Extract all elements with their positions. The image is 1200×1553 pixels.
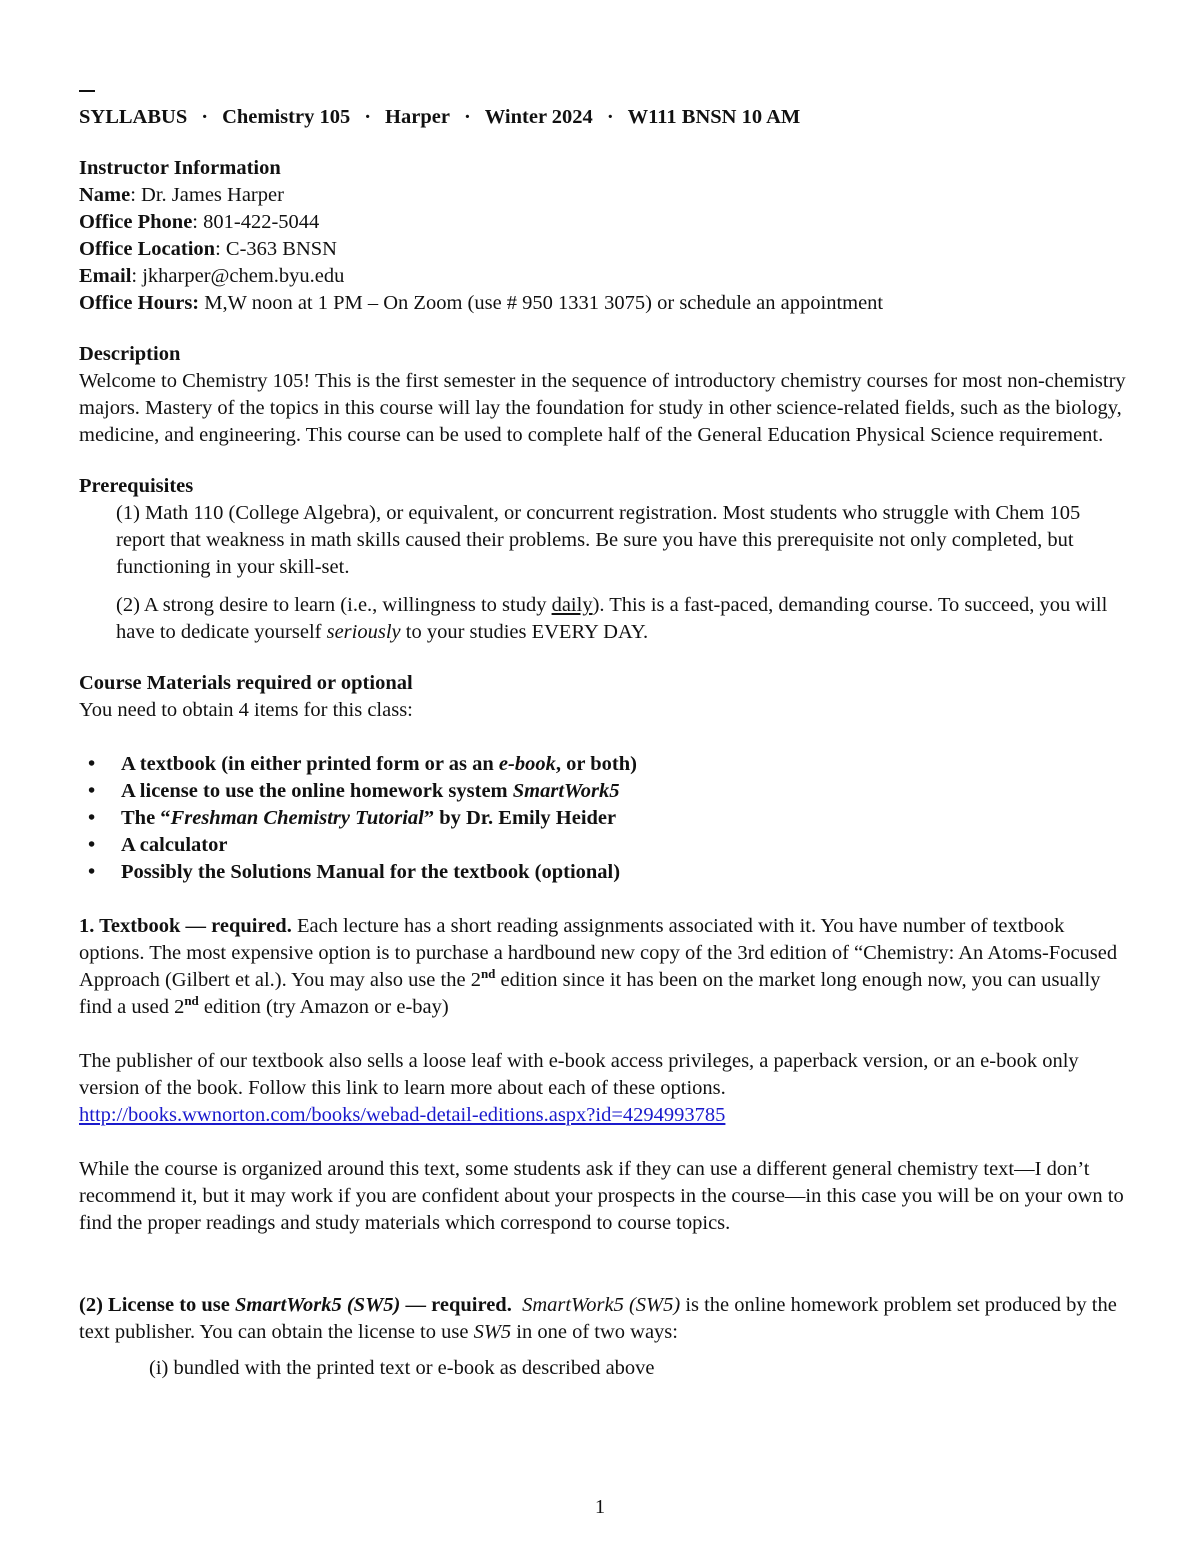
- alternate-text-paragraph: While the course is organized around this text, some students ask if they can use a different general chemistry text—I don’t recommend it, but it may work if you are confident about your prospects in the course—in this case you will be on your own to find the proper readings and study materials which correspond to course topics.: [79, 1158, 1124, 1234]
- publisher-link[interactable]: http://books.wwnorton.com/books/webad-detail-editions.aspx?id=4294993785: [79, 1104, 726, 1126]
- location-value: : C-363 BNSN: [215, 238, 337, 260]
- item-text: A license to use the online homework system: [121, 780, 513, 802]
- header-term: Winter 2024: [484, 106, 593, 128]
- page-header: [79, 104, 1129, 131]
- license-heading-emphasis: SmartWork5 (SW5): [235, 1294, 401, 1316]
- header-title: SYLLABUS: [79, 106, 188, 128]
- prerequisites-heading: Prerequisites: [79, 475, 194, 497]
- description-heading: Description: [79, 343, 181, 365]
- list-item: [79, 859, 1129, 886]
- name-label: Name: [79, 184, 131, 206]
- instructor-location: [79, 236, 1129, 263]
- license-emphasis: SW5: [473, 1321, 512, 1343]
- instructor-name: [79, 182, 1129, 209]
- phone-label: Office Phone: [79, 211, 193, 233]
- license-option-1: (i) bundled with the printed text or e-book as described above: [149, 1357, 655, 1379]
- item-emphasis: SmartWork5: [512, 780, 620, 802]
- textbook-text: edition (try Amazon or e-bay): [198, 996, 449, 1018]
- superscript: nd: [184, 993, 199, 1009]
- prereq2-text: ). This is a fast-paced, demanding course. To succeed, you will have to dedicate yourself: [116, 594, 1108, 643]
- materials-list: [79, 751, 1129, 886]
- name-value: : Dr. James Harper: [130, 184, 284, 206]
- header-separator: ·: [463, 106, 471, 128]
- item-text: A calculator: [121, 834, 228, 856]
- materials-section: [79, 670, 1129, 886]
- header-separator: ·: [606, 106, 614, 128]
- publisher-text: The publisher of our textbook also sells a loose leaf with e-book access privileges, a paperback version, or an e-book only version of the book. Follow this link to learn more about each of these options.: [79, 1050, 1079, 1099]
- prerequisite-item-2: [116, 592, 1129, 646]
- license-text: in one of two ways:: [511, 1321, 678, 1343]
- license-paragraph: [79, 1292, 1129, 1346]
- instructor-heading: Instructor Information: [79, 157, 281, 179]
- textbook-text: Each lecture has a short reading assignments associated with it. You have number of textbook options. The most expensive option is to purchase a hardbound new copy of the 3rd edition of “Chemistry: An Atoms-Focused Approach (Gilbert et al.). You may also use the 2: [79, 915, 1118, 991]
- hours-value: M,W noon at 1 PM – On Zoom (use # 950 1331 3075) or schedule an appointment: [199, 292, 884, 314]
- location-label: Office Location: [79, 238, 216, 260]
- list-item: [79, 805, 1129, 832]
- item-text: A textbook (in either printed form or as an: [121, 753, 499, 775]
- prereq2-text: (2) A strong desire to learn (i.e., willingness to study: [116, 594, 552, 616]
- license-heading: — required.: [400, 1294, 512, 1316]
- phone-value: : 801-422-5044: [192, 211, 320, 233]
- header-instructor: Harper: [385, 106, 450, 128]
- prereq2-seriously: seriously: [326, 621, 401, 643]
- item-text: The “: [121, 807, 171, 829]
- materials-heading: Course Materials required or optional: [79, 672, 413, 694]
- syllabus-page: [79, 90, 1129, 1382]
- materials-intro: You need to obtain 4 items for this class:: [79, 699, 413, 721]
- license-text: is the online homework problem set produced by the text publisher. You can obtain the license to use: [79, 1294, 1117, 1343]
- header-dash: [79, 90, 95, 92]
- email-value: : jkharper@chem.byu.edu: [131, 265, 345, 287]
- prerequisites-section: [79, 473, 1129, 646]
- list-item: [79, 832, 1129, 859]
- hours-label: Office Hours:: [79, 292, 200, 314]
- header-location: W111 BNSN 10 AM: [627, 106, 801, 128]
- textbook-text: edition since it has been on the market long enough now, you can usually find a used 2: [79, 969, 1101, 1018]
- prerequisite-item-1: (1) Math 110 (College Algebra), or equivalent, or concurrent registration. Most students who struggle with Chem 105 report that weakness in math skills caused their problems. Be sure you have this prerequisite not only completed, but functioning in your skill-set.: [116, 502, 1081, 578]
- prereq2-text: to your studies EVERY DAY.: [400, 621, 649, 643]
- prereq2-daily: daily: [551, 594, 593, 616]
- instructor-email: [79, 263, 1129, 290]
- textbook-paragraph: [79, 913, 1129, 1021]
- item-emphasis: Freshman Chemistry Tutorial: [170, 807, 424, 829]
- license-emphasis: SmartWork5 (SW5): [522, 1294, 681, 1316]
- email-label: Email: [79, 265, 132, 287]
- textbook-heading: 1. Textbook — required.: [79, 915, 292, 937]
- license-heading: (2) License to use: [79, 1294, 236, 1316]
- publisher-paragraph: [79, 1048, 1129, 1129]
- item-emphasis: e-book: [498, 753, 556, 775]
- header-separator: ·: [364, 106, 372, 128]
- item-text: ” by Dr. Emily Heider: [423, 807, 617, 829]
- list-item: [79, 778, 1129, 805]
- instructor-phone: [79, 209, 1129, 236]
- superscript: nd: [480, 966, 496, 982]
- instructor-hours: [79, 290, 1129, 317]
- header-course: Chemistry 105: [222, 106, 351, 128]
- description-text: Welcome to Chemistry 105! This is the first semester in the sequence of introductory chemistry courses for most non-chemistry majors. Mastery of the topics in this course will lay the foundation for study in other science-related fields, such as the biology, medicine, and engineering. This course can be used to complete half of the General Education Physical Science requirement.: [79, 370, 1126, 446]
- header-separator: ·: [201, 106, 209, 128]
- list-item: [79, 751, 1129, 778]
- description-section: [79, 341, 1129, 449]
- instructor-section: [79, 155, 1129, 317]
- page-number: 1: [594, 1496, 606, 1518]
- item-text: , or both): [555, 753, 637, 775]
- item-text: Possibly the Solutions Manual for the textbook (optional): [121, 861, 621, 883]
